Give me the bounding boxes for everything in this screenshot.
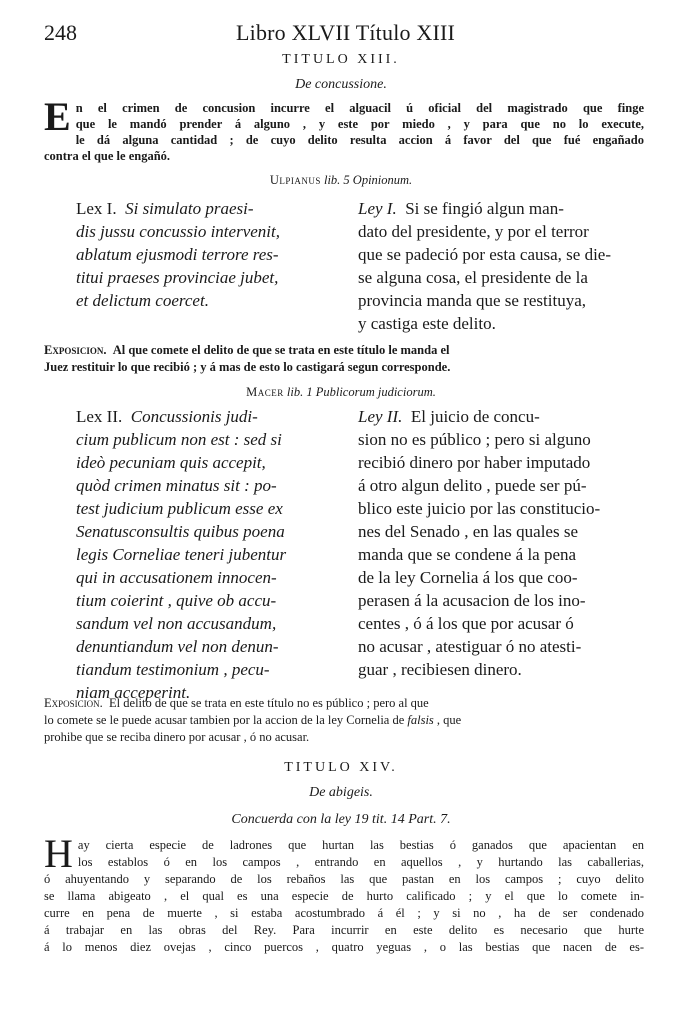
dropcap-letter: H — [44, 831, 73, 876]
source-reference: lib. 1 Publicorum judiciorum. — [286, 385, 436, 399]
latin-line: test judicium publicum esse ex — [76, 499, 283, 518]
dropcap-letter: E — [44, 94, 71, 139]
exposicion-label: Exposicion. — [44, 343, 107, 357]
intro-line: n el crimen de concusion incurre el alguacil ú oficial del magistrado que finge — [75, 101, 644, 115]
spanish-line: perasen á la acusacion de los ino- — [358, 591, 586, 610]
latin-line: ideò pecuniam quis accepit, — [76, 453, 266, 472]
lex-label: Lex II. — [76, 407, 123, 426]
exposicion-line: Exposicion. El delito de que se trata en este título no es público ; pero al que — [44, 696, 429, 710]
latin-line: Senatusconsultis quibus poena — [76, 522, 285, 541]
intro-line: ay cierta especie de ladrones que hurtan las bestias ó ganados que apacientan en — [77, 838, 644, 852]
title-xiv-intro — [44, 831, 644, 956]
spanish-line: provincia manda que se restituya, — [358, 291, 587, 310]
latin-line: dis jussu concussio intervenit, — [76, 222, 280, 241]
spanish-line: Ley I. Si se fingió algun man- — [358, 199, 564, 218]
latin-line: tium coierint , quive ob accu- — [76, 591, 277, 610]
spanish-line: guar , recibiesen dinero. — [358, 660, 522, 679]
intro-line: los establos ó en los campos , entrando en aquellos , y hurtando las caballerias, — [77, 855, 644, 869]
latin-line: et delictum coercet. — [76, 291, 209, 310]
intro-line: que le mandó prender á alguno , y este por miedo , y para que no lo execute, — [75, 117, 644, 131]
spanish-line: blico este juicio por las constitucio- — [358, 499, 601, 518]
page-header — [44, 20, 642, 50]
spanish-line: de la ley Cornelia á los que coo- — [358, 568, 578, 587]
intro-line: á lo menos diez ovejas , cinco puercos , quatro yeguas , o las bestias que nacen de es- — [44, 940, 644, 954]
spanish-line: dato del presidente, y por el terror — [358, 222, 589, 241]
running-head: Libro XLVII Título XIII — [236, 20, 456, 45]
ley-label: Ley II. — [358, 407, 403, 426]
exposicion-line: Exposicion. Al que comete el delito de que se trata en este título le manda el — [44, 343, 450, 357]
italic-term: falsis — [407, 713, 434, 727]
lex-1-latin-column — [76, 197, 340, 312]
source-reference: lib. 5 Opinionum. — [323, 173, 413, 187]
latin-line: cium publicum non est : sed si — [76, 430, 282, 449]
exposicion-2 — [44, 695, 642, 746]
latin-line: legis Corneliae teneri jubentur — [76, 545, 287, 564]
latin-line: Lex I. Si simulato praesi- — [76, 199, 254, 218]
intro-line: se llama abigeato , el qual es una especie de hurto calificado ; y el que lo comete in- — [44, 889, 644, 903]
title-xiv-subtitle: De abigeis. — [309, 785, 373, 800]
exposicion-line: lo comete se le puede acusar tambien por la accion de la ley Cornelia de falsis , que — [44, 713, 462, 727]
intro-line: contra el que le engañó. — [44, 149, 171, 163]
title-xiv-heading: TITULO XIV. — [284, 760, 398, 775]
ley-label: Ley I. — [358, 199, 397, 218]
page-number: 248 — [44, 20, 77, 45]
spanish-line: nes del Senado , en las quales se — [358, 522, 578, 541]
lex-2-latin-column — [76, 405, 340, 704]
spanish-line: se alguna cosa, el presidente de la — [358, 268, 588, 287]
source-citation-ulpianus — [40, 173, 642, 188]
spanish-line: y castiga este delito. — [358, 314, 496, 333]
intro-line: ó ahuyentando y separando de los rebaños las que pastan en los campos ; cuyo delito — [44, 872, 644, 886]
latin-line: tiandum testimonium , pecu- — [76, 660, 270, 679]
title-xiv-concordance: Concuerda con la ley 19 tit. 14 Part. 7. — [231, 812, 451, 827]
latin-line: qui in accusationem innocen- — [76, 568, 277, 587]
latin-line: ablatum ejusmodi terrore res- — [76, 245, 279, 264]
exposicion-line: Juez restituir lo que recibió ; y á mas de esto lo castigará segun corresponde. — [44, 360, 451, 374]
spanish-line: centes , ó á los que por acusar ó — [358, 614, 574, 633]
intro-line: le dá alguna cantidad ; de cuyo delito resulta accion á favor del que fué engañado — [75, 133, 644, 147]
latin-line: sandum vel non accusandum, — [76, 614, 277, 633]
lex-label: Lex I. — [76, 199, 117, 218]
title-xiii-subtitle: De concussione. — [295, 77, 387, 92]
spanish-line: no acusar , atestiguar ó no atesti- — [358, 637, 582, 656]
exposicion-label: Exposicion. — [44, 696, 103, 710]
spanish-line: sion no es público ; pero si alguno — [358, 430, 591, 449]
source-citation-macer — [40, 385, 642, 400]
title-xiii-heading: TITULO XIII. — [282, 52, 400, 67]
latin-line: quòd crimen minatus sit : po- — [76, 476, 277, 495]
lex-2-spanish-column — [358, 405, 620, 681]
latin-line: Lex II. Concussionis judi- — [76, 407, 258, 426]
latin-line: denuntiandum vel non denun- — [76, 637, 279, 656]
spanish-line: que se padeció por esta causa, se die- — [358, 245, 611, 264]
spanish-line: manda que se condene á la pena — [358, 545, 577, 564]
title-xiii-intro — [44, 94, 644, 164]
spanish-line: á otro algun delito , puede ser pú- — [358, 476, 587, 495]
lex-1-spanish-column — [358, 197, 620, 335]
intro-line: curre en pena de muerte , si estaba acostumbrado á él ; y si no , ha de ser condenado — [44, 906, 644, 920]
source-author: Ulpianus — [269, 173, 321, 187]
latin-line: niam acceperint. — [76, 683, 191, 702]
intro-line: á trabajar en las obras del Rey. Para incurrir en este delito es necesario que hurte — [44, 923, 644, 937]
exposicion-line: prohibe que se reciba dinero por acusar , ó no acusar. — [44, 730, 310, 744]
spanish-line: Ley II. El juicio de concu- — [358, 407, 540, 426]
exposicion-1 — [44, 342, 642, 376]
source-author: Macer — [246, 385, 284, 399]
latin-line: titui praeses provinciae jubet, — [76, 268, 279, 287]
spanish-line: recibió dinero por haber imputado — [358, 453, 591, 472]
